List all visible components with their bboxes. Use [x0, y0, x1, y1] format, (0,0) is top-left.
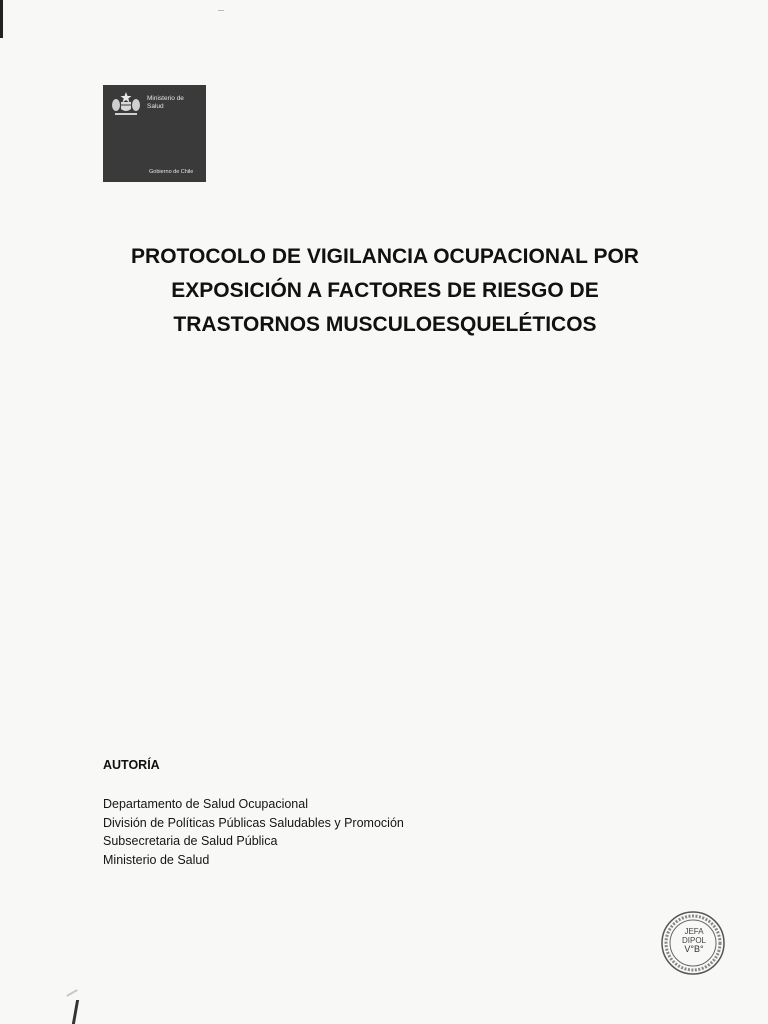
ministry-logo	[103, 85, 206, 182]
logo-text-line1: Ministerio de	[147, 95, 184, 102]
title-line: PROTOCOLO DE VIGILANCIA OCUPACIONAL POR	[131, 245, 639, 268]
stamp-text-line1: JEFA	[684, 927, 704, 936]
title-line: EXPOSICIÓN A FACTORES DE RIESGO DE	[171, 279, 599, 302]
logo-footer-text: Gobierno de Chile	[149, 169, 194, 175]
title-line: TRASTORNOS MUSCULOESQUELÉTICOS	[173, 313, 597, 336]
authorship-heading: AUTORÍA	[103, 758, 160, 772]
scan-bottom-mark	[72, 1000, 79, 1024]
scan-faint-mark	[66, 989, 77, 997]
authorship-line: Departamento de Salud Ocupacional	[103, 797, 308, 811]
authorship-line: División de Políticas Públicas Saludables y Promoción	[103, 815, 404, 830]
authorship-list	[103, 795, 404, 869]
authorship-line: Subsecretaria de Salud Pública	[103, 834, 278, 848]
coat-of-arms-icon	[110, 91, 142, 117]
approval-stamp	[660, 910, 726, 976]
logo-text-line2: Salud	[147, 103, 164, 110]
stamp-text-line2: DIPOL	[681, 936, 707, 945]
scan-speck	[218, 10, 224, 11]
document-title	[80, 240, 690, 342]
stamp-text-line3: V°B°	[684, 944, 704, 954]
authorship-line: Ministerio de Salud	[103, 852, 210, 867]
scan-edge-mark	[0, 0, 3, 38]
